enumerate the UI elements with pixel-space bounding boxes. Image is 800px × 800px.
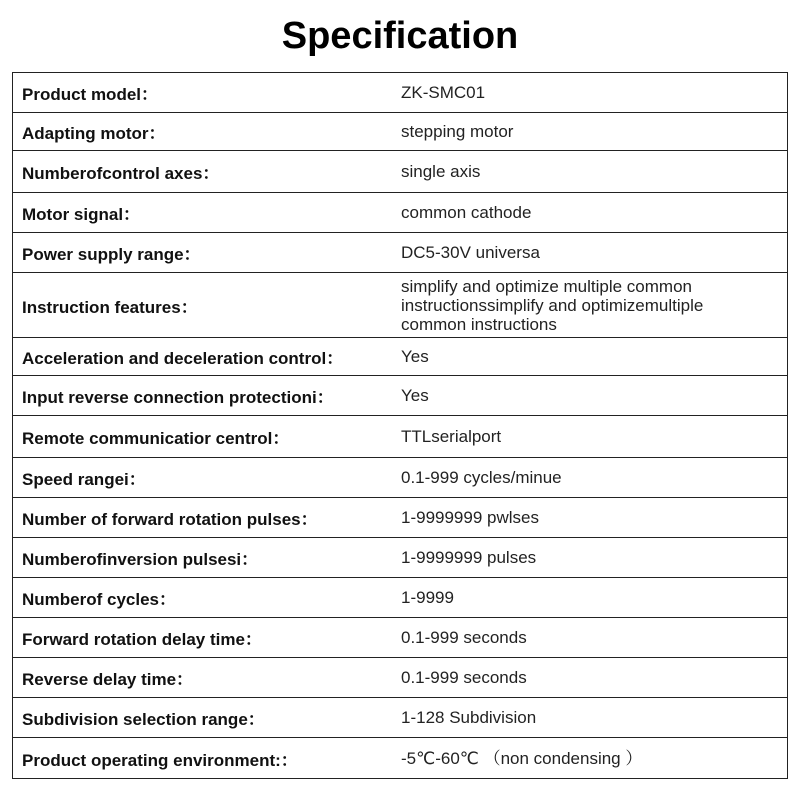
- table-row: [13, 738, 787, 778]
- row-label: Adapting motor：: [22, 124, 166, 143]
- row-label: Numberof cycles：: [22, 590, 176, 609]
- row-value: 0.1-999 seconds: [401, 628, 527, 647]
- row-label: Numberofcontrol axes：: [22, 164, 220, 183]
- row-value: Yes: [401, 347, 429, 366]
- table-row: [13, 233, 787, 273]
- spec-table: [12, 72, 788, 779]
- row-value: TTLserialport: [401, 427, 502, 446]
- row-value: 1-128 Subdivision: [401, 708, 537, 727]
- row-label: Motor signal：: [22, 205, 141, 224]
- row-label: Input reverse connection protectioni：: [22, 388, 334, 407]
- table-row: [13, 193, 787, 233]
- table-row: [13, 498, 787, 538]
- table-row: [13, 416, 787, 458]
- row-label: Acceleration and deceleration control：: [22, 349, 344, 368]
- row-label: Power supply range：: [22, 245, 201, 264]
- row-label: Numberofinversion pulsesi：: [22, 550, 259, 569]
- row-label: Speed rangei：: [22, 470, 146, 489]
- row-value: common cathode: [401, 203, 532, 222]
- row-value: 1-9999: [401, 588, 454, 607]
- row-label: Subdivision selection range：: [22, 710, 265, 729]
- row-value: simplify and optimize multiple common instructionssimplify and optimizemultiple common instructions: [401, 276, 704, 334]
- table-row: [13, 458, 787, 498]
- row-label: Product operating environment:：: [22, 750, 298, 770]
- table-row: [13, 338, 787, 376]
- row-value: -5℃-60℃ （non condensing ）: [401, 748, 643, 768]
- row-value: Yes: [401, 386, 429, 405]
- row-label: Instruction features：: [22, 297, 198, 317]
- row-label: Reverse delay time：: [22, 670, 194, 689]
- table-row: [13, 376, 787, 416]
- row-value: stepping motor: [401, 122, 514, 141]
- row-value: 1-9999999 pulses: [401, 548, 537, 567]
- row-value: DC5-30V universa: [401, 243, 540, 262]
- table-row: [13, 698, 787, 738]
- table-row: [13, 658, 787, 698]
- row-value: single axis: [401, 162, 481, 181]
- row-label: Number of forward rotation pulses：: [22, 510, 318, 529]
- table-row: [13, 618, 787, 658]
- row-label: Forward rotation delay time：: [22, 630, 262, 649]
- page-title: Specification: [281, 15, 519, 57]
- row-value: 0.1-999 cycles/minue: [401, 468, 562, 487]
- row-value: 1-9999999 pwlses: [401, 508, 539, 527]
- row-label: Product model：: [22, 85, 159, 104]
- table-row: [13, 113, 787, 151]
- row-value: 0.1-999 seconds: [401, 668, 527, 687]
- table-row: [13, 73, 787, 113]
- table-row: [13, 151, 787, 193]
- row-value: ZK-SMC01: [401, 83, 486, 102]
- table-row: [13, 273, 787, 338]
- table-row: [13, 578, 787, 618]
- table-row: [13, 538, 787, 578]
- row-label: Remote communicatior centrol：: [22, 429, 290, 448]
